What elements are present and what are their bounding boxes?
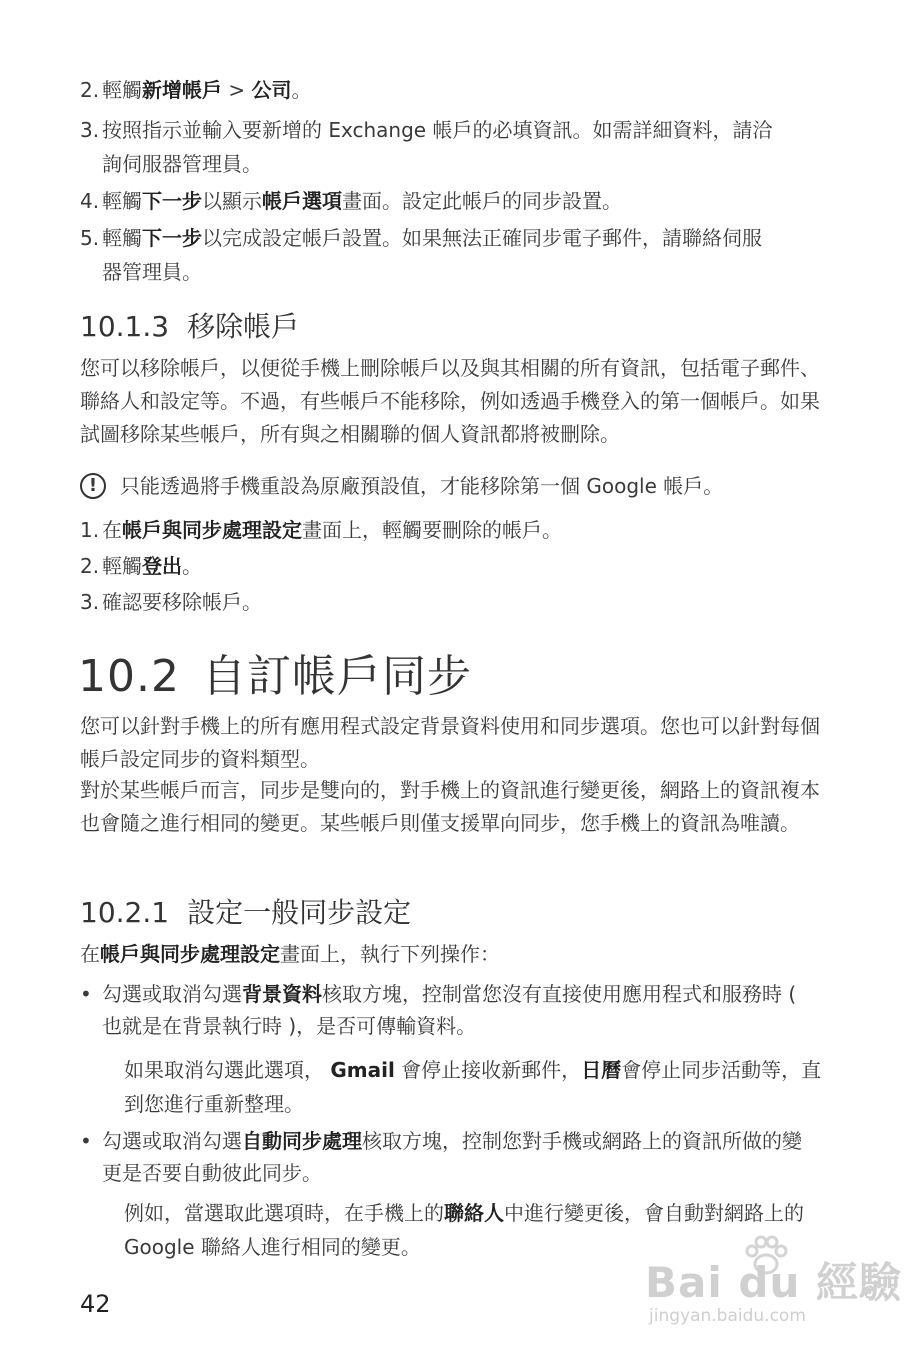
bullet-auto-sync: • 勾選或取消勾選自動同步處理核取方塊，控制您對手機或網路上的資訊所做的變更是否要自動彼此同步。 — [80, 1129, 802, 1185]
exclamation-icon: ! — [80, 473, 106, 499]
watermark-url: jingyan.baidu.com — [649, 1306, 806, 1326]
section-heading-10-2: 10.2 自訂帳戶同步 — [78, 651, 472, 702]
baidu-watermark — [645, 1240, 902, 1335]
step-item: 1. 在帳戶與同步處理設定畫面上，輕觸要刪除的帳戶。 — [80, 518, 562, 542]
background-data-detail: 如果取消勾選此選項， Gmail 會停止接收新郵件，日曆會停止同步活動等，直到您進行重新整理。 — [124, 1058, 822, 1116]
watermark-logo: Bai du 經驗 — [645, 1258, 902, 1307]
intro-line: 在帳戶與同步處理設定畫面上，執行下列操作： — [80, 942, 500, 966]
auto-sync-detail: 例如，當選取此選項時，在手機上的聯絡人中進行變更後，會自動對網路上的 Google 聯絡人進行相同的變更。 — [124, 1201, 804, 1259]
bullet-background-data: • 勾選或取消勾選背景資料核取方塊，控制當您沒有直接使用應用程式和服務時 ( 也就是在背景執行時 )，是否可傳輸資料。 — [80, 982, 797, 1038]
remove-account-paragraph: 您可以移除帳戶，以便從手機上刪除帳戶以及與其相關的所有資訊，包括電子郵件、聯絡人和設定等。不過，有些帳戶不能移除，例如透過手機登入的第一個帳戶。如果試圖移除某些帳戶，所有與之相關聯的個人資訊都將被刪除。 — [80, 356, 820, 446]
step-item: 3. 按照指示並輸入要新增的 Exchange 帳戶的必填資訊。如需詳細資料，請洽 詢伺服器管理員。 — [80, 118, 773, 176]
step-item: 2. 輕觸登出。 — [80, 554, 202, 578]
note: ! 只能透過將手機重設為原廠預設值，才能移除第一個 Google 帳戶。 — [80, 469, 723, 503]
sync-paragraph-1: 您可以針對手機上的所有應用程式設定背景資料使用和同步選項。您也可以針對每個帳戶設定同步的資料類型。 — [80, 714, 820, 771]
step-item: 4. 輕觸下一步以顯示帳戶選項畫面。設定此帳戶的同步設置。 — [80, 189, 622, 213]
page-number: 42 — [80, 1290, 111, 1318]
step-item: 5. 輕觸下一步以完成設定帳戶設置。如果無法正確同步電子郵件，請聯絡伺服 器管理員。 — [80, 226, 762, 284]
step-item: 2. 輕觸新增帳戶 > 公司。 — [80, 78, 312, 102]
section-heading-10-2-1: 10.2.1 設定一般同步設定 — [80, 896, 412, 929]
section-heading-10-1-3: 10.1.3 移除帳戶 — [80, 310, 300, 343]
sync-paragraph-2: 對於某些帳戶而言，同步是雙向的，對手機上的資訊進行變更後，網路上的資訊複本也會隨之進行相同的變更。某些帳戶則僅支援單向同步，您手機上的資訊為唯讀。 — [80, 778, 820, 835]
step-item: 3. 確認要移除帳戶。 — [80, 590, 262, 614]
